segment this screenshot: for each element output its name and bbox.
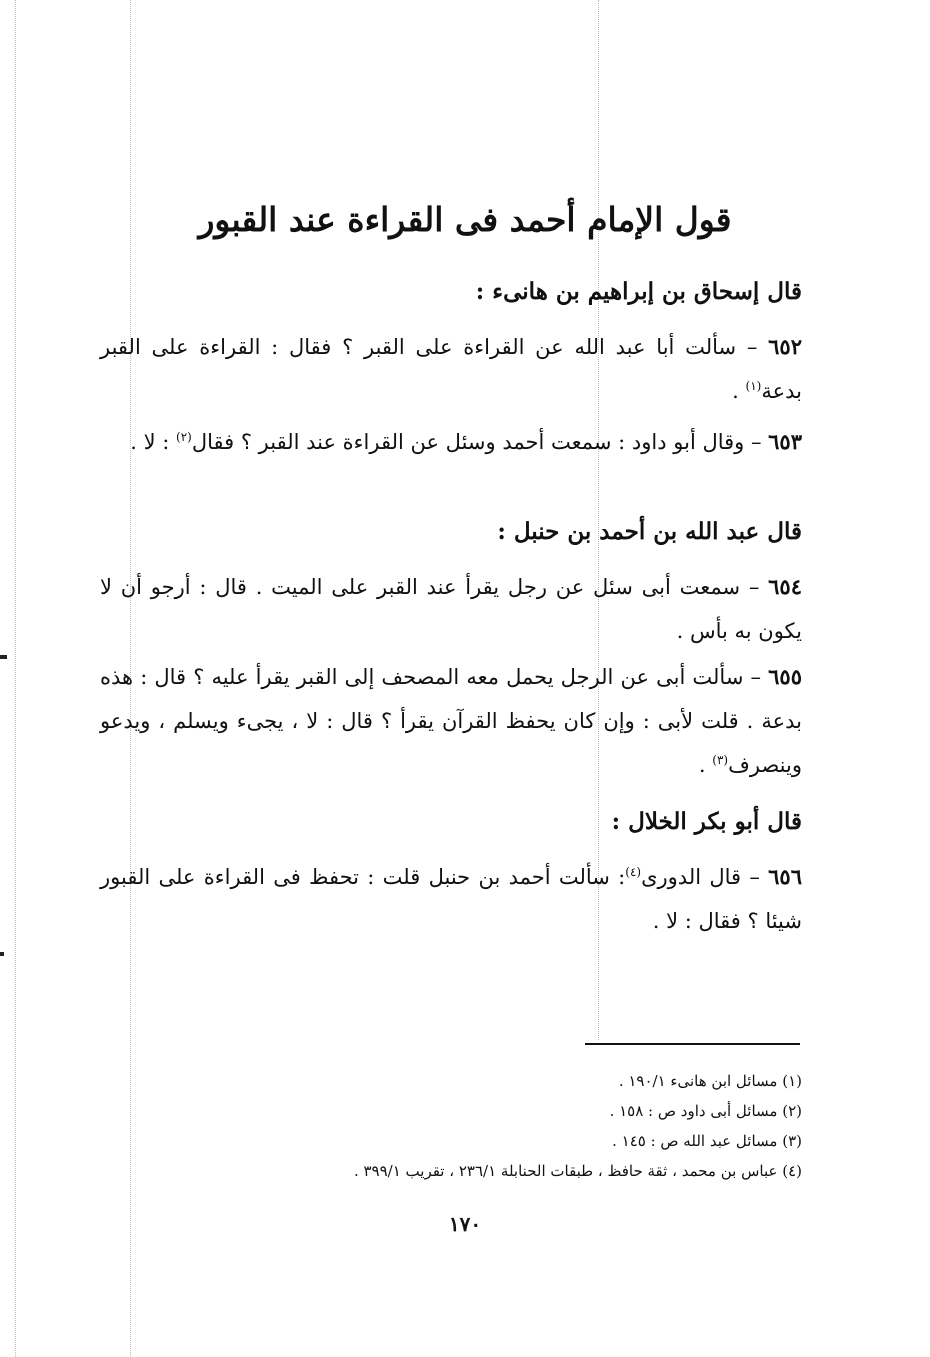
paragraph-652 — [100, 325, 802, 413]
paragraph-text-end: : لا . — [130, 430, 176, 454]
footnote-1: (١) مسائل ابن هانىء ١٩٠/١ . — [618, 1072, 802, 1090]
scan-speck — [0, 952, 4, 956]
footnote-separator — [585, 1043, 800, 1045]
paragraph-656 — [100, 855, 802, 943]
footnote-4: (٤) عباس بن محمد ، ثقة حافظ ، طبقات الحنابلة ٢٣٦/١ ، تقريب ٣٩٩/١ . — [353, 1162, 802, 1180]
paragraph-text: – قال الدورى — [641, 865, 769, 889]
paragraph-654 — [100, 565, 802, 653]
paragraph-text-end: . — [698, 753, 713, 777]
section-heading: قال عبد الله بن أحمد بن حنبل : — [497, 518, 802, 545]
item-number: ٦٥٥ — [768, 664, 802, 689]
paragraph-text-end: : سألت أحمد بن حنبل قلت : تحفظ فى القراءة على القبور شيئا ؟ فقال : لا . — [100, 865, 802, 933]
footnote-ref[interactable]: (٣) — [712, 753, 729, 767]
paragraph-text: – سألت أبا عبد الله عن القراءة على القبر ؟ فقال : القراءة على القبر بدعة — [100, 335, 802, 403]
item-number: ٦٥٤ — [768, 574, 802, 599]
paragraph-text: – وقال أبو داود : سمعت أحمد وسئل عن القراءة عند القبر ؟ فقال — [191, 430, 769, 454]
section-heading: قال أبو بكر الخلال : — [611, 808, 802, 835]
item-number: ٦٥٦ — [768, 864, 802, 889]
footnote-3: (٣) مسائل عبد الله ص : ١٤٥ . — [612, 1132, 802, 1150]
page-title: قول الإمام أحمد فى القراءة عند القبور — [198, 200, 732, 239]
item-number: ٦٥٢ — [768, 334, 802, 359]
paragraph-text: – سألت أبى عن الرجل يحمل معه المصحف إلى القبر يقرأ عليه ؟ قال : هذه بدعة . قلت لأبى : وإن كان يحفظ القرآن يقرأ ؟ قال : لا ، يجىء ويسلم ، ويدعو وينصرف — [100, 665, 802, 777]
paragraph-text-end: . — [732, 379, 746, 403]
scan-speck — [0, 655, 7, 659]
footnote-ref[interactable]: (١) — [745, 379, 762, 393]
scan-dotted-line — [15, 0, 16, 1357]
footnote-2: (٢) مسائل أبى داود ص : ١٥٨ . — [609, 1102, 802, 1120]
paragraph-655 — [100, 655, 802, 787]
paragraph-653 — [100, 420, 802, 464]
item-number: ٦٥٣ — [768, 429, 802, 454]
page-number: ١٧٠ — [448, 1212, 482, 1236]
footnote-ref[interactable]: (٢) — [176, 430, 192, 444]
paragraph-text: – سمعت أبى سئل عن رجل يقرأ عند القبر على الميت . قال : أرجو أن لا يكون به بأس . — [100, 575, 802, 643]
section-heading: قال إسحاق بن إبراهيم بن هانىء : — [475, 278, 802, 305]
footnote-ref[interactable]: (٤) — [625, 865, 642, 879]
